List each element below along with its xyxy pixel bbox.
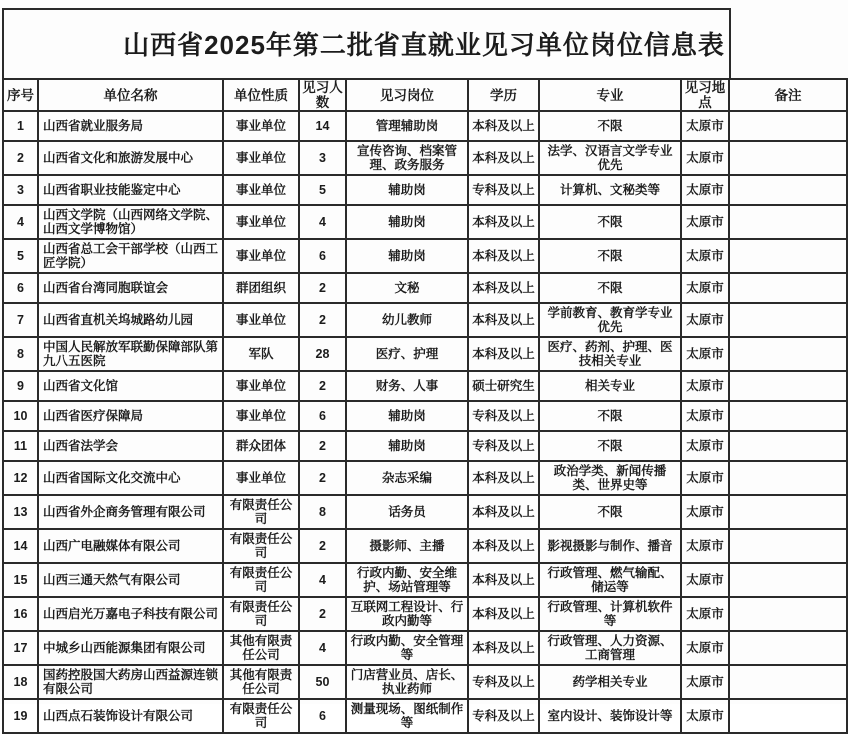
- cell-unit-type: 有限责任公司: [223, 529, 299, 563]
- page-title: 山西省2025年第二批省直就业见习单位岗位信息表: [123, 29, 725, 60]
- cell-unit-type: 事业单位: [223, 401, 299, 431]
- cell-serial-number: 8: [3, 337, 38, 371]
- cell-intern-position: 行政内勤、安全管理等: [346, 631, 468, 665]
- cell-remarks: [729, 461, 847, 495]
- cell-unit-type: 军队: [223, 337, 299, 371]
- cell-major: 法学、汉语言文学专业优先: [539, 141, 681, 175]
- cell-remarks: [729, 175, 847, 205]
- cell-major: 不限: [539, 111, 681, 141]
- cell-intern-count: 6: [299, 699, 346, 733]
- cell-intern-position: 杂志采编: [346, 461, 468, 495]
- cell-major: 不限: [539, 431, 681, 461]
- table-body: [3, 111, 847, 733]
- cell-education: 专科及以上: [468, 699, 539, 733]
- cell-intern-position: 辅助岗: [346, 239, 468, 273]
- cell-unit-type: 事业单位: [223, 239, 299, 273]
- cell-serial-number: 7: [3, 303, 38, 337]
- cell-unit-name: 中城乡山西能源集团有限公司: [38, 631, 223, 665]
- table-row: [3, 371, 847, 401]
- cell-unit-name: 山西省外企商务管理有限公司: [38, 495, 223, 529]
- cell-education: 本科及以上: [468, 337, 539, 371]
- cell-serial-number: 3: [3, 175, 38, 205]
- cell-education: 专科及以上: [468, 175, 539, 205]
- cell-education: 硕士研究生: [468, 371, 539, 401]
- cell-intern-position: 文秘: [346, 273, 468, 303]
- cell-intern-location: 太原市: [681, 631, 729, 665]
- cell-serial-number: 15: [3, 563, 38, 597]
- cell-remarks: [729, 529, 847, 563]
- cell-major: 相关专业: [539, 371, 681, 401]
- cell-intern-count: 6: [299, 401, 346, 431]
- table-row: [3, 461, 847, 495]
- cell-education: 专科及以上: [468, 401, 539, 431]
- header-row: [3, 79, 847, 111]
- cell-unit-name: 山西省文化和旅游发展中心: [38, 141, 223, 175]
- cell-serial-number: 9: [3, 371, 38, 401]
- cell-unit-name: 山西省国际文化交流中心: [38, 461, 223, 495]
- table-row: [3, 111, 847, 141]
- cell-serial-number: 12: [3, 461, 38, 495]
- cell-intern-position: 互联网工程设计、行政内勤等: [346, 597, 468, 631]
- header-intern-count: 见习人数: [299, 79, 346, 111]
- cell-serial-number: 14: [3, 529, 38, 563]
- cell-serial-number: 2: [3, 141, 38, 175]
- cell-intern-count: 6: [299, 239, 346, 273]
- header-intern-location: 见习地点: [681, 79, 729, 111]
- cell-intern-location: 太原市: [681, 337, 729, 371]
- table-header: [3, 79, 847, 111]
- cell-intern-count: 2: [299, 461, 346, 495]
- cell-remarks: [729, 141, 847, 175]
- cell-unit-type: 事业单位: [223, 175, 299, 205]
- header-unit-type: 单位性质: [223, 79, 299, 111]
- cell-unit-name: 山西启光万嘉电子科技有限公司: [38, 597, 223, 631]
- cell-intern-location: 太原市: [681, 175, 729, 205]
- cell-unit-type: 有限责任公司: [223, 699, 299, 733]
- cell-remarks: [729, 371, 847, 401]
- table-row: [3, 337, 847, 371]
- cell-serial-number: 17: [3, 631, 38, 665]
- cell-intern-position: 财务、人事: [346, 371, 468, 401]
- cell-intern-position: 医疗、护理: [346, 337, 468, 371]
- cell-remarks: [729, 239, 847, 273]
- table-row: [3, 563, 847, 597]
- cell-intern-count: 2: [299, 597, 346, 631]
- cell-serial-number: 16: [3, 597, 38, 631]
- cell-intern-location: 太原市: [681, 303, 729, 337]
- cell-major: 药学相关专业: [539, 665, 681, 699]
- cell-intern-location: 太原市: [681, 141, 729, 175]
- table-row: [3, 529, 847, 563]
- cell-serial-number: 6: [3, 273, 38, 303]
- cell-unit-type: 有限责任公司: [223, 495, 299, 529]
- cell-intern-location: 太原市: [681, 699, 729, 733]
- cell-intern-count: 2: [299, 303, 346, 337]
- header-education: 学历: [468, 79, 539, 111]
- cell-intern-location: 太原市: [681, 273, 729, 303]
- cell-intern-position: 行政内勤、安全维护、场站管理等: [346, 563, 468, 597]
- table-row: [3, 401, 847, 431]
- cell-serial-number: 4: [3, 205, 38, 239]
- cell-unit-type: 事业单位: [223, 303, 299, 337]
- header-remarks: 备注: [729, 79, 847, 111]
- cell-major: 室内设计、装饰设计等: [539, 699, 681, 733]
- cell-intern-location: 太原市: [681, 239, 729, 273]
- cell-intern-count: 4: [299, 205, 346, 239]
- cell-unit-name: 国药控股国大药房山西益源连锁有限公司: [38, 665, 223, 699]
- table-row: [3, 597, 847, 631]
- cell-major: 政治学类、新闻传播类、世界史等: [539, 461, 681, 495]
- cell-intern-count: 4: [299, 631, 346, 665]
- cell-major: 不限: [539, 273, 681, 303]
- header-major: 专业: [539, 79, 681, 111]
- cell-intern-location: 太原市: [681, 205, 729, 239]
- cell-unit-name: 山西省直机关坞城路幼儿园: [38, 303, 223, 337]
- cell-education: 本科及以上: [468, 631, 539, 665]
- cell-major: 影视摄影与制作、播音: [539, 529, 681, 563]
- cell-unit-name: 山西文学院（山西网络文学院、山西文学博物馆）: [38, 205, 223, 239]
- cell-unit-type: 其他有限责任公司: [223, 631, 299, 665]
- table-row: [3, 431, 847, 461]
- cell-intern-count: 4: [299, 563, 346, 597]
- cell-major: 行政管理、人力资源、工商管理: [539, 631, 681, 665]
- cell-unit-type: 有限责任公司: [223, 597, 299, 631]
- cell-education: 本科及以上: [468, 597, 539, 631]
- table-row: [3, 631, 847, 665]
- cell-intern-position: 管理辅助岗: [346, 111, 468, 141]
- cell-unit-name: 山西省法学会: [38, 431, 223, 461]
- cell-unit-name: 山西省文化馆: [38, 371, 223, 401]
- table-row: [3, 665, 847, 699]
- cell-intern-position: 话务员: [346, 495, 468, 529]
- cell-intern-count: 5: [299, 175, 346, 205]
- cell-intern-location: 太原市: [681, 371, 729, 401]
- cell-intern-location: 太原市: [681, 563, 729, 597]
- cell-unit-name: 山西省职业技能鉴定中心: [38, 175, 223, 205]
- cell-education: 本科及以上: [468, 239, 539, 273]
- cell-remarks: [729, 303, 847, 337]
- cell-unit-type: 事业单位: [223, 461, 299, 495]
- cell-intern-position: 摄影师、主播: [346, 529, 468, 563]
- cell-intern-location: 太原市: [681, 461, 729, 495]
- cell-major: 行政管理、燃气输配、储运等: [539, 563, 681, 597]
- cell-education: 本科及以上: [468, 529, 539, 563]
- table-row: [3, 175, 847, 205]
- header-intern-position: 见习岗位: [346, 79, 468, 111]
- cell-remarks: [729, 431, 847, 461]
- cell-unit-type: 群众团体: [223, 431, 299, 461]
- cell-unit-type: 事业单位: [223, 141, 299, 175]
- cell-unit-type: 有限责任公司: [223, 563, 299, 597]
- cell-intern-position: 辅助岗: [346, 401, 468, 431]
- cell-serial-number: 10: [3, 401, 38, 431]
- cell-intern-count: 8: [299, 495, 346, 529]
- cell-major: 不限: [539, 205, 681, 239]
- header-unit-name: 单位名称: [38, 79, 223, 111]
- cell-unit-type: 其他有限责任公司: [223, 665, 299, 699]
- cell-intern-location: 太原市: [681, 597, 729, 631]
- cell-education: 本科及以上: [468, 141, 539, 175]
- cell-serial-number: 1: [3, 111, 38, 141]
- cell-serial-number: 18: [3, 665, 38, 699]
- cell-remarks: [729, 111, 847, 141]
- cell-major: 不限: [539, 239, 681, 273]
- cell-intern-count: 3: [299, 141, 346, 175]
- cell-education: 专科及以上: [468, 665, 539, 699]
- cell-intern-count: 2: [299, 273, 346, 303]
- cell-unit-name: 中国人民解放军联勤保障部队第九八五医院: [38, 337, 223, 371]
- cell-major: 学前教育、教育学专业优先: [539, 303, 681, 337]
- cell-intern-count: 2: [299, 371, 346, 401]
- cell-intern-count: 2: [299, 529, 346, 563]
- cell-remarks: [729, 337, 847, 371]
- cell-unit-name: 山西省台湾同胞联谊会: [38, 273, 223, 303]
- positions-table: [2, 78, 848, 734]
- cell-education: 本科及以上: [468, 273, 539, 303]
- cell-intern-position: 测量现场、图纸制作等: [346, 699, 468, 733]
- cell-major: 医疗、药剂、护理、医技相关专业: [539, 337, 681, 371]
- cell-unit-type: 群团组织: [223, 273, 299, 303]
- table-row: [3, 273, 847, 303]
- cell-intern-location: 太原市: [681, 111, 729, 141]
- cell-major: 不限: [539, 401, 681, 431]
- cell-remarks: [729, 631, 847, 665]
- cell-remarks: [729, 665, 847, 699]
- cell-education: 本科及以上: [468, 495, 539, 529]
- cell-education: 本科及以上: [468, 303, 539, 337]
- cell-education: 本科及以上: [468, 205, 539, 239]
- cell-unit-name: 山西省总工会干部学校（山西工匠学院）: [38, 239, 223, 273]
- cell-education: 本科及以上: [468, 563, 539, 597]
- cell-intern-position: 辅助岗: [346, 205, 468, 239]
- cell-major: 不限: [539, 495, 681, 529]
- cell-intern-location: 太原市: [681, 401, 729, 431]
- cell-intern-location: 太原市: [681, 495, 729, 529]
- cell-unit-name: 山西省医疗保障局: [38, 401, 223, 431]
- cell-intern-count: 28: [299, 337, 346, 371]
- cell-intern-location: 太原市: [681, 431, 729, 461]
- cell-intern-position: 辅助岗: [346, 431, 468, 461]
- cell-intern-position: 门店营业员、店长、执业药师: [346, 665, 468, 699]
- cell-remarks: [729, 495, 847, 529]
- cell-intern-count: 50: [299, 665, 346, 699]
- cell-unit-name: 山西省就业服务局: [38, 111, 223, 141]
- cell-serial-number: 11: [3, 431, 38, 461]
- cell-remarks: [729, 597, 847, 631]
- cell-remarks: [729, 401, 847, 431]
- cell-remarks: [729, 563, 847, 597]
- cell-unit-type: 事业单位: [223, 371, 299, 401]
- cell-remarks: [729, 699, 847, 733]
- table-row: [3, 699, 847, 733]
- cell-intern-position: 幼儿教师: [346, 303, 468, 337]
- table-row: [3, 141, 847, 175]
- cell-serial-number: 13: [3, 495, 38, 529]
- cell-education: 专科及以上: [468, 431, 539, 461]
- cell-unit-type: 事业单位: [223, 111, 299, 141]
- cell-education: 本科及以上: [468, 461, 539, 495]
- cell-intern-position: 辅助岗: [346, 175, 468, 205]
- header-serial-number: 序号: [3, 79, 38, 111]
- cell-unit-name: 山西广电融媒体有限公司: [38, 529, 223, 563]
- cell-intern-count: 2: [299, 431, 346, 461]
- cell-serial-number: 5: [3, 239, 38, 273]
- cell-remarks: [729, 205, 847, 239]
- cell-serial-number: 19: [3, 699, 38, 733]
- cell-major: 计算机、文秘类等: [539, 175, 681, 205]
- table-row: [3, 205, 847, 239]
- table-row: [3, 303, 847, 337]
- table-row: [3, 495, 847, 529]
- cell-intern-location: 太原市: [681, 665, 729, 699]
- cell-major: 行政管理、计算机软件等: [539, 597, 681, 631]
- cell-remarks: [729, 273, 847, 303]
- cell-intern-count: 14: [299, 111, 346, 141]
- table-row: [3, 239, 847, 273]
- cell-education: 本科及以上: [468, 111, 539, 141]
- cell-unit-name: 山西三通天然气有限公司: [38, 563, 223, 597]
- cell-intern-location: 太原市: [681, 529, 729, 563]
- cell-intern-position: 宣传咨询、档案管理、政务服务: [346, 141, 468, 175]
- cell-unit-name: 山西点石装饰设计有限公司: [38, 699, 223, 733]
- cell-unit-type: 事业单位: [223, 205, 299, 239]
